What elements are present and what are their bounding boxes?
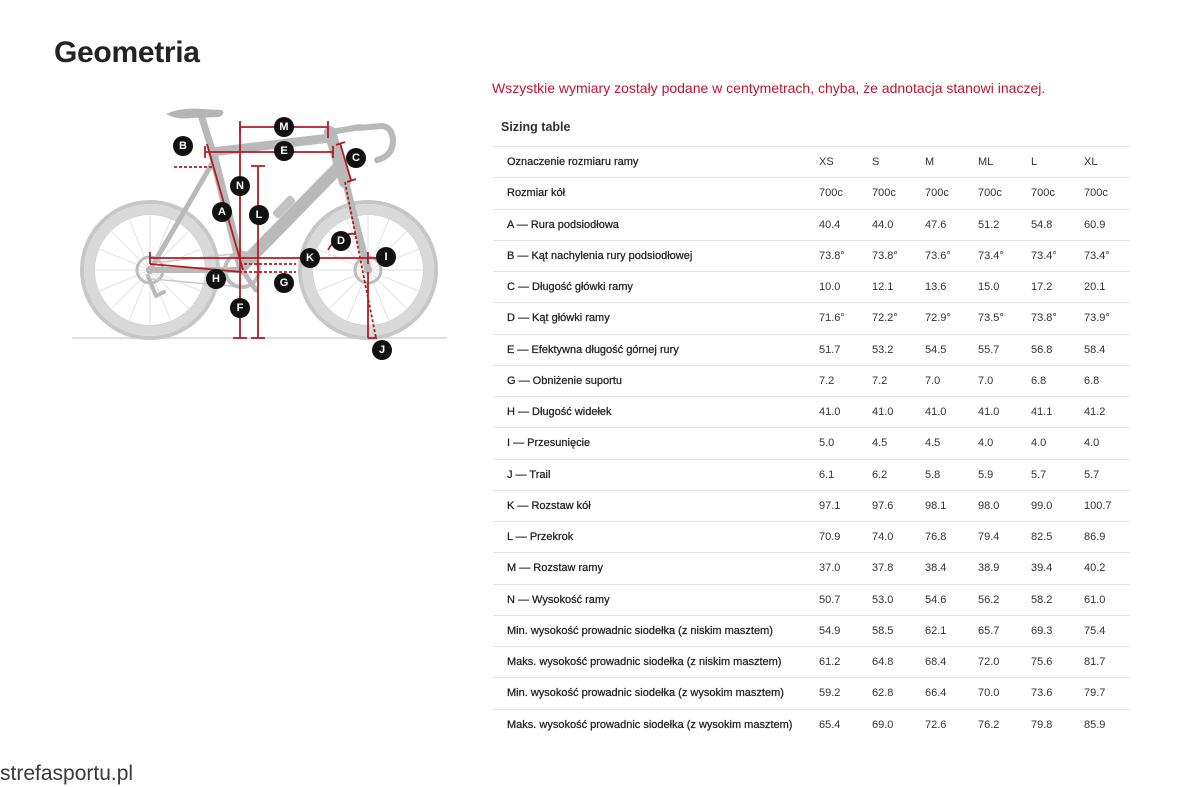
row-value: 98.0 [971,490,1024,521]
row-value: 700c [1077,178,1130,209]
row-value: 60.9 [1077,209,1130,240]
row-value: 68.4 [918,647,971,678]
row-value: 41.2 [1077,397,1130,428]
row-value: 700c [971,178,1024,209]
table-row [493,553,1130,584]
row-value: 71.6° [812,303,865,334]
row-value: 38.4 [918,553,971,584]
row-value: 75.6 [1024,647,1077,678]
row-value: 54.8 [1024,209,1077,240]
diagram-label-letter: M [279,121,289,133]
row-value: 73.4° [1024,240,1077,271]
row-value: 70.9 [812,522,865,553]
row-value: 5.7 [1077,459,1130,490]
row-value: 700c [865,178,918,209]
diagram-label-h [206,269,226,289]
row-value: 17.2 [1024,272,1077,303]
row-value: 4.0 [1077,428,1130,459]
row-value: 75.4 [1077,615,1130,646]
table-row [493,678,1130,709]
diagram-label-a [212,202,232,222]
row-value: 62.1 [918,615,971,646]
row-label: K — Rozstaw kół [493,490,812,521]
row-value: 72.2° [865,303,918,334]
row-value: 100.7 [1077,490,1130,521]
row-value: 20.1 [1077,272,1130,303]
diagram-label-letter: E [280,145,288,157]
row-value: 5.7 [1024,459,1077,490]
row-label: C — Długość główki ramy [493,272,812,303]
row-value: 41.0 [865,397,918,428]
table-row [493,303,1130,334]
row-value: 76.2 [971,709,1024,740]
row-value: 700c [1024,178,1077,209]
row-value: 40.2 [1077,553,1130,584]
row-value: 72.9° [918,303,971,334]
table-row [493,178,1130,209]
table-row [493,709,1130,740]
diagram-label-d [331,231,351,251]
row-value: 99.0 [1024,490,1077,521]
row-value: 53.2 [865,334,918,365]
row-value: 40.4 [812,209,865,240]
row-value: 73.8° [1024,303,1077,334]
row-value: 73.8° [812,240,865,271]
saddle [166,109,223,119]
row-value: 73.4° [1077,240,1130,271]
row-value: 56.2 [971,584,1024,615]
row-value: 59.2 [812,678,865,709]
size-column-xs: XS [812,147,865,178]
diagram-label-letter: N [236,180,244,192]
row-value: 12.1 [865,272,918,303]
row-value: 58.4 [1077,334,1130,365]
bike-geometry-diagram [60,100,460,370]
row-value: 58.5 [865,615,918,646]
diagram-label-letter: C [352,152,360,164]
diagram-label-letter: D [337,235,345,247]
row-value: 4.5 [918,428,971,459]
size-column-l: L [1024,147,1077,178]
row-value: 85.9 [1077,709,1130,740]
size-designation-label: Oznaczenie rozmiaru ramy [493,147,812,178]
row-value: 38.9 [971,553,1024,584]
row-value: 44.0 [865,209,918,240]
row-value: 6.1 [812,459,865,490]
row-value: 66.4 [918,678,971,709]
row-value: 79.4 [971,522,1024,553]
row-value: 73.5° [971,303,1024,334]
row-label: H — Długość widełek [493,397,812,428]
size-column-m: M [918,147,971,178]
table-row [493,522,1130,553]
diagram-label-letter: K [306,252,314,264]
row-value: 97.1 [812,490,865,521]
row-value: 73.4° [971,240,1024,271]
row-value: 81.7 [1077,647,1130,678]
row-value: 10.0 [812,272,865,303]
sizing-table-title: Sizing table [501,120,571,134]
row-value: 41.1 [1024,397,1077,428]
diagram-label-f [230,298,250,318]
row-value: 41.0 [918,397,971,428]
row-value: 41.0 [812,397,865,428]
row-value: 4.5 [865,428,918,459]
row-label: L — Przekrok [493,522,812,553]
diagram-label-letter: H [212,273,220,285]
diagram-label-e [274,141,294,161]
row-value: 54.9 [812,615,865,646]
page-title: Geometria [54,36,200,69]
sizing-table-body [493,147,1130,741]
row-value: 97.6 [865,490,918,521]
diagram-label-letter: A [218,206,226,218]
row-label: A — Rura podsiodłowa [493,209,812,240]
row-label: Maks. wysokość prowadnic siodełka (z wysokim masztem) [493,709,812,740]
row-value: 51.7 [812,334,865,365]
diagram-label-j [372,340,392,360]
row-value: 72.0 [971,647,1024,678]
table-row [493,272,1130,303]
fork [345,180,368,270]
row-value: 54.6 [918,584,971,615]
diagram-label-g [274,273,294,293]
row-value: 79.8 [1024,709,1077,740]
row-value: 6.2 [865,459,918,490]
row-value: 55.7 [971,334,1024,365]
row-value: 98.1 [918,490,971,521]
size-column-s: S [865,147,918,178]
row-value: 73.6° [918,240,971,271]
row-value: 5.9 [971,459,1024,490]
row-value: 53.0 [865,584,918,615]
size-column-xl: XL [1077,147,1130,178]
sizing-table [493,146,1130,740]
row-value: 61.2 [812,647,865,678]
row-value: 50.7 [812,584,865,615]
diagram-label-c [346,148,366,168]
table-row [493,490,1130,521]
diagram-label-i [376,247,396,267]
row-value: 41.0 [971,397,1024,428]
table-row [493,397,1130,428]
row-value: 56.8 [1024,334,1077,365]
row-value: 58.2 [1024,584,1077,615]
row-label: E — Efektywna długość górnej rury [493,334,812,365]
row-label: Min. wysokość prowadnic siodełka (z wysokim masztem) [493,678,812,709]
row-label: I — Przesunięcie [493,428,812,459]
size-column-ml: ML [971,147,1024,178]
table-row [493,584,1130,615]
row-value: 39.4 [1024,553,1077,584]
table-row [493,647,1130,678]
row-label: Min. wysokość prowadnic siodełka (z niskim masztem) [493,615,812,646]
row-label: M — Rozstaw ramy [493,553,812,584]
diagram-label-letter: I [384,251,388,263]
diagram-label-m [274,117,294,137]
row-value: 4.0 [1024,428,1077,459]
row-value: 64.8 [865,647,918,678]
row-value: 54.5 [918,334,971,365]
row-value: 70.0 [971,678,1024,709]
row-value: 72.6 [918,709,971,740]
diagram-label-n [230,176,250,196]
row-value: 73.6 [1024,678,1077,709]
row-value: 69.0 [865,709,918,740]
row-value: 7.0 [918,365,971,396]
table-row [493,428,1130,459]
row-value: 74.0 [865,522,918,553]
row-value: 69.3 [1024,615,1077,646]
diagram-label-b [173,136,193,156]
row-label: Maks. wysokość prowadnic siodełka (z niskim masztem) [493,647,812,678]
row-label: B — Kąt nachylenia rury podsiodłowej [493,240,812,271]
table-row [493,209,1130,240]
row-value: 73.8° [865,240,918,271]
diagram-label-k [300,248,320,268]
row-value: 6.8 [1024,365,1077,396]
row-value: 5.0 [812,428,865,459]
row-value: 4.0 [971,428,1024,459]
row-value: 37.0 [812,553,865,584]
row-value: 65.7 [971,615,1024,646]
table-row [493,240,1130,271]
top-tube [212,138,330,152]
row-value: 7.2 [812,365,865,396]
row-value: 700c [918,178,971,209]
row-value: 73.9° [1077,303,1130,334]
row-value: 5.8 [918,459,971,490]
row-value: 13.6 [918,272,971,303]
table-header-row [493,147,1130,178]
diagram-label-letter: F [236,302,244,314]
table-row [493,459,1130,490]
row-value: 51.2 [971,209,1024,240]
row-label: Rozmiar kół [493,178,812,209]
table-row [493,615,1130,646]
diagram-label-letter: L [255,209,263,221]
row-value: 76.8 [918,522,971,553]
table-row [493,365,1130,396]
row-value: 700c [812,178,865,209]
diagram-label-letter: J [378,344,386,356]
row-label: D — Kąt główki ramy [493,303,812,334]
row-value: 86.9 [1077,522,1130,553]
table-row [493,334,1130,365]
row-value: 62.8 [865,678,918,709]
row-value: 47.6 [918,209,971,240]
diagram-label-letter: B [179,140,187,152]
row-value: 6.8 [1077,365,1130,396]
row-value: 79.7 [1077,678,1130,709]
units-note: Wszystkie wymiary zostały podane w centymetrach, chyba, że adnotacja stanowi inaczej. [492,80,1046,96]
row-label: N — Wysokość ramy [493,584,812,615]
row-label: G — Obniżenie suportu [493,365,812,396]
row-value: 7.0 [971,365,1024,396]
diagram-label-letter: G [279,277,289,289]
row-value: 82.5 [1024,522,1077,553]
row-label: J — Trail [493,459,812,490]
watermark: strefasportu.pl [0,762,134,785]
row-value: 65.4 [812,709,865,740]
row-value: 15.0 [971,272,1024,303]
row-value: 61.0 [1077,584,1130,615]
row-value: 37.8 [865,553,918,584]
diagram-label-l [249,205,269,225]
row-value: 7.2 [865,365,918,396]
